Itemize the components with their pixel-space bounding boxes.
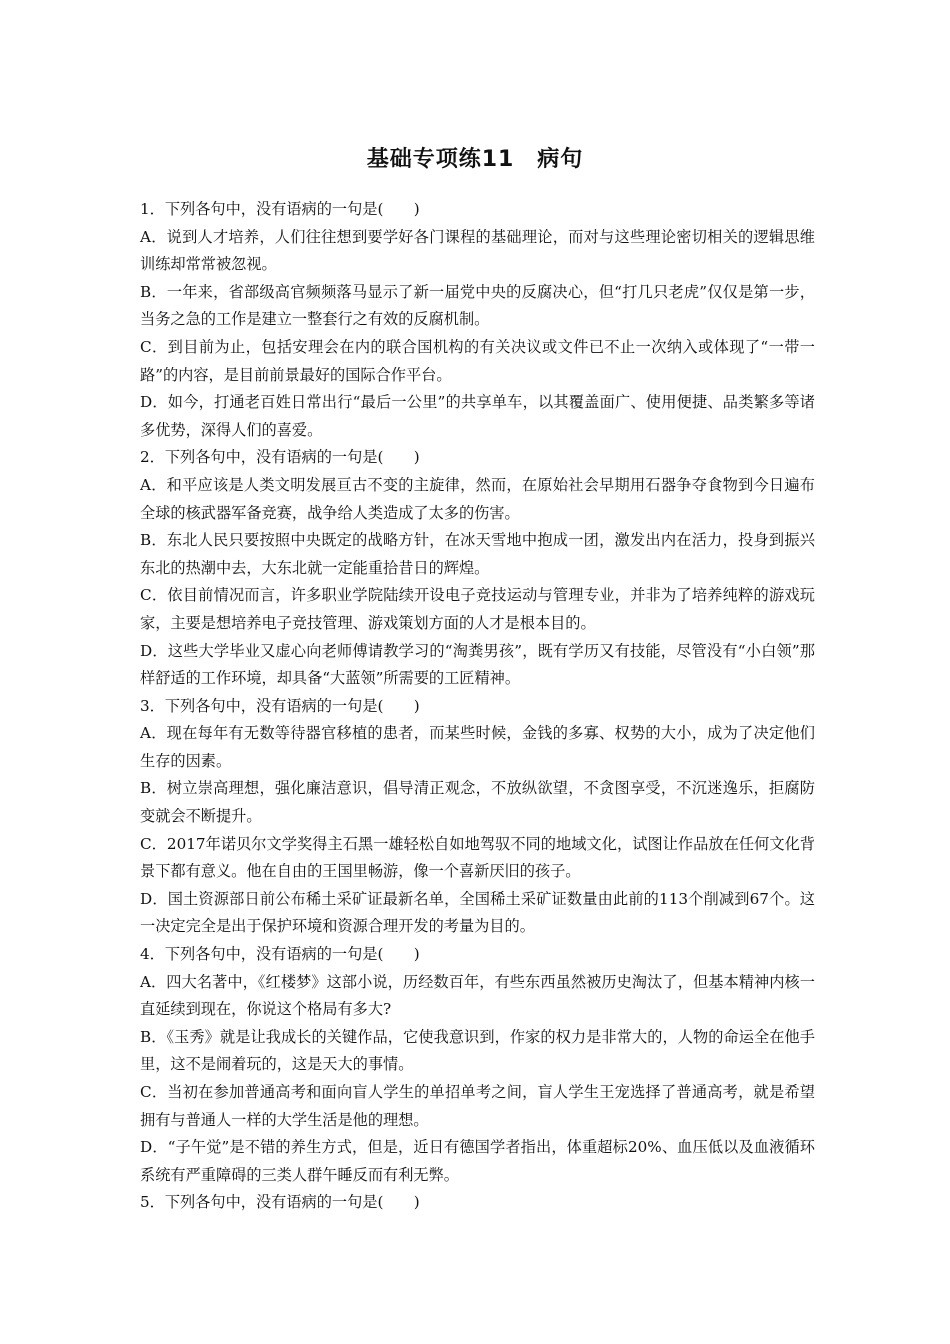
option-c: C．2017年诺贝尔文学奖得主石黑一雄轻松自如地驾驭不同的地域文化，试图让作品放在任何文化背景下都有意义。他在自由的王国里畅游，像一个喜新厌旧的孩子。 [140,834,815,881]
question-3 [140,693,815,941]
option-b: B．《玉秀》就是让我成长的关键作品，它使我意识到，作家的权力是非常大的，人物的命运全在他手里，这不是闹着玩的，这是天大的事情。 [140,1027,815,1074]
option-a: A．和平应该是人类文明发展亘古不变的主旋律，然而，在原始社会早期用石器争夺食物到今日遍布全球的核武器军备竞赛，战争给人类造成了太多的伤害。 [140,475,815,522]
question-5 [140,1189,815,1217]
question-list [140,196,815,1217]
question-stem: 1．下列各句中，没有语病的一句是( ) [140,200,420,218]
option-a: A．说到人才培养，人们往往想到要学好各门课程的基础理论，而对与这些理论密切相关的逻辑思维训练却常常被忽视。 [140,227,815,274]
page-title: 基础专项练11 病句 [366,147,584,172]
option-d: D．这些大学毕业又虚心向老师傅请教学习的“淘粪男孩”，既有学历又有技能，尽管没有“小白领”那样舒适的工作环境，却具备“大蓝领”所需要的工匠精神。 [140,641,815,688]
option-c: C．当初在参加普通高考和面向盲人学生的单招单考之间，盲人学生王宠选择了普通高考，就是希望拥有与普通人一样的大学生活是他的理想。 [140,1083,815,1129]
question-stem: 5．下列各句中，没有语病的一句是( ) [140,1193,420,1212]
option-b: B．树立崇高理想，强化廉洁意识，倡导清正观念，不放纵欲望，不贪图享受，不沉迷逸乐，拒腐防变就会不断提升。 [140,779,815,826]
question-4 [140,941,815,1189]
question-2 [140,444,815,692]
option-c: C．到目前为止，包括安理会在内的联合国机构的有关决议或文件已不止一次纳入或体现了“一带一路”的内容，是目前前景最好的国际合作平台。 [140,337,815,384]
question-1 [140,196,815,444]
question-stem: 3．下列各句中，没有语病的一句是( ) [140,696,420,715]
question-stem: 4．下列各句中，没有语病的一句是( ) [140,945,420,964]
option-a: A．四大名著中，《红楼梦》这部小说，历经数百年，有些东西虽然被历史淘汰了，但基本精神内核一直延续到现在，你说这个格局有多大? [140,972,815,1019]
option-d: D．“子午觉”是不错的养生方式，但是，近日有德国学者指出，体重超标20%、血压低以及血液循环系统有严重障碍的三类人群午睡反而有利无弊。 [140,1138,815,1184]
option-b: B．一年来，省部级高官频频落马显示了新一届党中央的反腐决心，但“打几只老虎”仅仅是第一步，当务之急的工作是建立一整套行之有效的反腐机制。 [140,282,815,329]
option-d: D．如今，打通老百姓日常出行“最后一公里”的共享单车，以其覆盖面广、使用便捷、品类繁多等诸多优势，深得人们的喜爱。 [140,393,815,439]
question-stem: 2．下列各句中，没有语病的一句是( ) [140,448,420,467]
option-d: D．国土资源部日前公布稀土采矿证最新名单，全国稀土采矿证数量由此前的113个削减到67个。这一决定完全是出于保护环境和资源合理开发的考量为目的。 [140,889,815,936]
option-a: A．现在每年有无数等待器官移植的患者，而某些时候，金钱的多寡、权势的大小，成为了决定他们生存的因素。 [140,724,815,770]
option-b: B．东北人民只要按照中央既定的战略方针，在冰天雪地中抱成一团，激发出内在活力，投身到振兴东北的热潮中去，大东北就一定能重拾昔日的辉煌。 [140,531,815,577]
option-c: C．依目前情况而言，许多职业学院陆续开设电子竞技运动与管理专业，并非为了培养纯粹的游戏玩家，主要是想培养电子竞技管理、游戏策划方面的人才是根本目的。 [140,586,815,632]
